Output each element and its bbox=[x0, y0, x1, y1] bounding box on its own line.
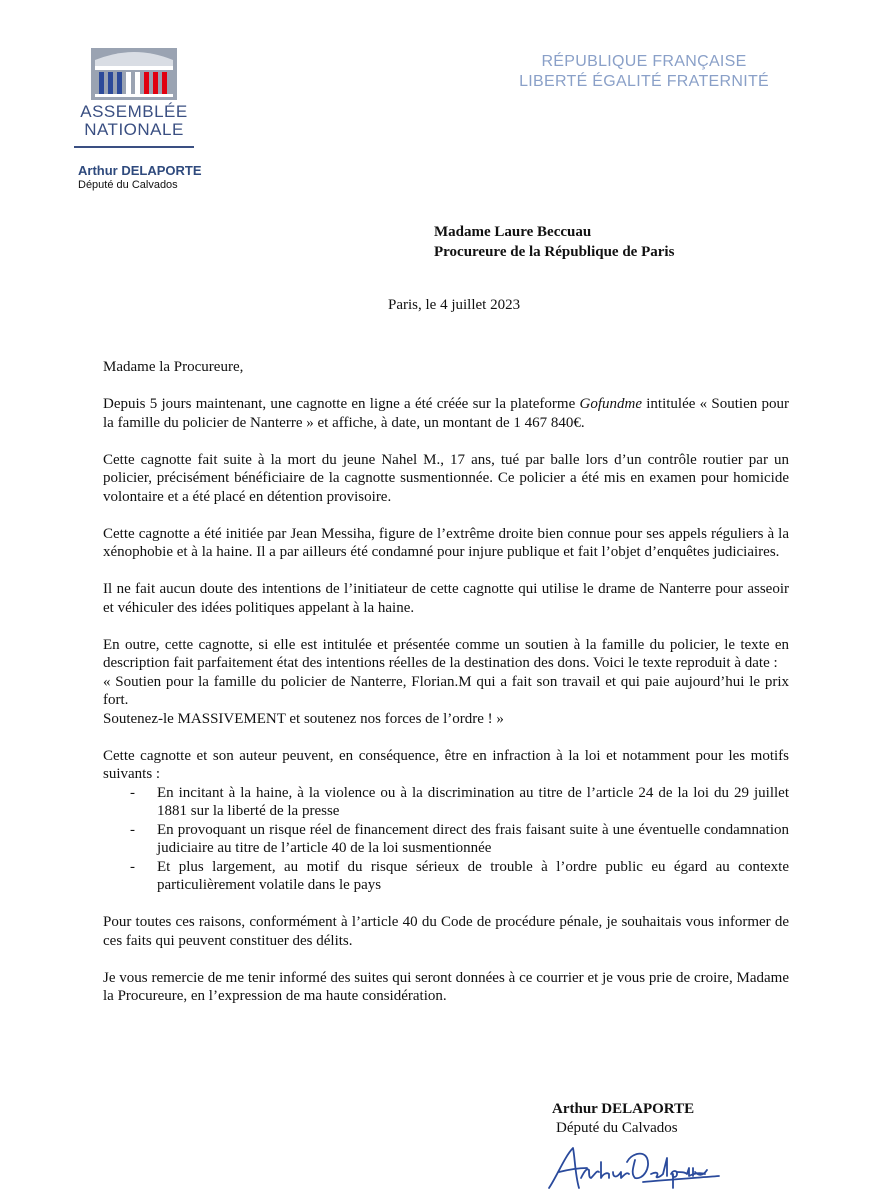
recipient-name: Madame Laure Beccuau bbox=[434, 224, 592, 240]
closing-block bbox=[552, 1100, 694, 1138]
logo-divider bbox=[74, 146, 194, 148]
letter-date: Paris, le 4 juillet 2023 bbox=[388, 297, 521, 313]
paragraph-3: Cette cagnotte a été initiée par Jean Messiha, figure de l’extrême droite bien connue pour ses appels réguliers à la xénophobie et à la haine. Il a par ailleurs été condamné pour injure publique et fait l’objet d’enquêtes judiciaires. bbox=[103, 525, 789, 560]
list-dash: - bbox=[130, 784, 135, 801]
recipient-title: Procureure de la République de Paris bbox=[434, 244, 675, 260]
quote-line-1: « Soutien pour la famille du policier de Nanterre, Florian.M qui a fait son travail et qui paie aujourd’hui le prix fort. bbox=[103, 673, 789, 708]
paragraph-5-intro: En outre, cette cagnotte, si elle est intitulée et présentée comme un soutien à la famille du policier, le texte en description fait parfaitement état des intentions réelles de la destination des dons. Voici le texte reproduit à date : bbox=[103, 636, 789, 671]
logo-text bbox=[72, 103, 196, 139]
paragraph-1 bbox=[103, 395, 789, 432]
paragraph-6-intro: Cette cagnotte et son auteur peuvent, en conséquence, être en infraction à la loi et notamment pour les motifs suivants : bbox=[103, 747, 789, 782]
closing-name: Arthur DELAPORTE bbox=[552, 1101, 695, 1117]
motto-line-1: RÉPUBLIQUE FRANÇAISE bbox=[541, 53, 747, 70]
sender-block bbox=[78, 163, 202, 191]
sender-name: Arthur DELAPORTE bbox=[78, 163, 202, 178]
logo-line-1: ASSEMBLÉE bbox=[80, 102, 188, 121]
recipient-block bbox=[434, 222, 674, 262]
list-item bbox=[103, 858, 789, 895]
letter-body bbox=[103, 358, 789, 1024]
quote-line-2: Soutenez-le MASSIVEMENT et soutenez nos forces de l’ordre ! » bbox=[103, 710, 504, 727]
closing-role: Député du Calvados bbox=[556, 1120, 678, 1136]
paragraph-2: Cette cagnotte fait suite à la mort du jeune Nahel M., 17 ans, tué par balle lors d’un contrôle routier par un policier, précisément bénéficiaire de la cagnotte susmentionnée. Ce policier a été mis en examen pour homicide volontaire et a été placé en détention provisoire. bbox=[103, 451, 789, 505]
paragraph-1-part-1: Depuis 5 jours maintenant, une cagnotte en ligne a été créée sur la plateforme bbox=[103, 396, 580, 412]
list-item bbox=[103, 821, 789, 858]
paragraph-1-part-2: intitulée « Soutien pour la famille du policier de Nanterre » et affiche, à date, un montant de 1 467 840€. bbox=[103, 396, 789, 431]
paragraph-4: Il ne fait aucun doute des intentions de l’initiateur de cette cagnotte qui utilise le drame de Nanterre pour asseoir et véhiculer des idées politiques appelant à la haine. bbox=[103, 581, 789, 616]
assemblee-nationale-logo bbox=[72, 48, 196, 148]
sender-role: Député du Calvados bbox=[78, 179, 178, 191]
logo-line-2: NATIONALE bbox=[84, 120, 184, 139]
list-item-text: Et plus largement, au motif du risque sérieux de trouble à l’ordre public eu égard au contexte particulièrement volatile dans le pays bbox=[157, 858, 789, 893]
motto-line-2: LIBERTÉ ÉGALITÉ FRATERNITÉ bbox=[519, 73, 769, 90]
list-item bbox=[103, 784, 789, 821]
paragraph-8: Je vous remercie de me tenir informé des suites qui seront données à ce courrier et je vous prie de croire, Madame la Procureure, en l’expression de ma haute considération. bbox=[103, 969, 789, 1004]
salutation: Madame la Procureure, bbox=[103, 359, 244, 375]
paragraph-7: Pour toutes ces raisons, conformément à l’article 40 du Code de procédure pénale, je souhaitais vous informer de ces faits qui peuvent constituer des délits. bbox=[103, 914, 789, 949]
hemicycle-icon bbox=[91, 48, 177, 100]
list-item-text: En incitant à la haine, à la violence ou à la discrimination au titre de l’article 24 de la loi du 29 juillet 1881 sur la liberté de la presse bbox=[157, 784, 789, 819]
republic-motto bbox=[519, 52, 769, 92]
list-dash: - bbox=[130, 821, 135, 838]
handwritten-signature bbox=[543, 1138, 723, 1194]
list-dash: - bbox=[130, 858, 135, 875]
platform-name: Gofundme bbox=[579, 396, 642, 412]
list-item-text: En provoquant un risque réel de financement direct des frais faisant suite à une éventuelle condamnation judiciaire au titre de l’article 40 de la loi susmentionnée bbox=[157, 821, 789, 856]
grounds-list bbox=[103, 784, 789, 895]
